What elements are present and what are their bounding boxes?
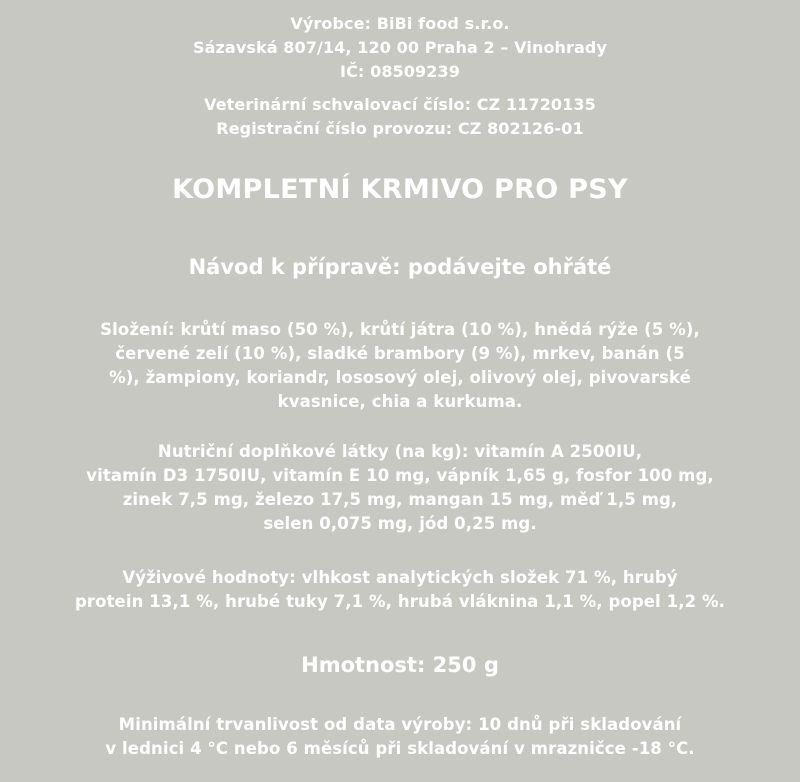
supplements-text (0, 440, 800, 536)
product-title: KOMPLETNÍ KRMIVO PRO PSY (172, 174, 628, 205)
composition-line: červené zelí (10 %), sladké brambory (9 %), mrkev, banán (5 (115, 344, 685, 363)
composition-line: kvasnice, chia a kurkuma. (277, 392, 523, 411)
shelf-life-text (0, 713, 800, 761)
nutrition-line: protein 13,1 %, hrubé tuky 7,1 %, hrubá vláknina 1,1 %, popel 1,2 %. (74, 592, 726, 611)
manufacturer-info (0, 12, 800, 84)
composition-line: Složení: krůtí maso (50 %), krůtí játra (10 %), hnědá rýže (5 %), (100, 320, 700, 339)
registration-info (0, 93, 800, 141)
supplements-line: zinek 7,5 mg, železo 17,5 mg, mangan 15 mg, měď 1,5 mg, (122, 490, 678, 509)
supplements-line: vitamín D3 1750IU, vitamín E 10 mg, vápník 1,65 g, fosfor 100 mg, (86, 466, 714, 485)
veterinary-number: Veterinární schvalovací číslo: CZ 11720135 (204, 95, 596, 114)
net-weight: Hmotnost: 250 g (301, 653, 499, 677)
nutrition-line: Výživové hodnoty: vlhkost analytických složek 71 %, hrubý (122, 568, 678, 587)
operation-number: Registrační číslo provozu: CZ 802126-01 (216, 119, 584, 138)
composition-line: %), žampiony, koriandr, lososový olej, olivový olej, pivovarské (109, 368, 691, 387)
shelf-life-line: Minimální trvanlivost od data výroby: 10 dnů při skladování (118, 715, 682, 734)
supplements-line: selen 0,075 mg, jód 0,25 mg. (263, 514, 537, 533)
manufacturer-address: Sázavská 807/14, 120 00 Praha 2 – Vinohrady (192, 38, 608, 57)
preparation-instructions: Návod k přípravě: podávejte ohřáté (188, 255, 612, 279)
composition-text (0, 318, 800, 414)
nutrition-values-text (0, 566, 800, 614)
manufacturer-ic: IČ: 08509239 (340, 62, 460, 81)
shelf-life-line: v lednici 4 °C nebo 6 měsíců při skladování v mrazničce -18 °C. (105, 739, 695, 758)
supplements-line: Nutriční doplňkové látky (na kg): vitamín A 2500IU, (157, 442, 643, 461)
manufacturer-name: Výrobce: BiBi food s.r.o. (290, 14, 510, 33)
